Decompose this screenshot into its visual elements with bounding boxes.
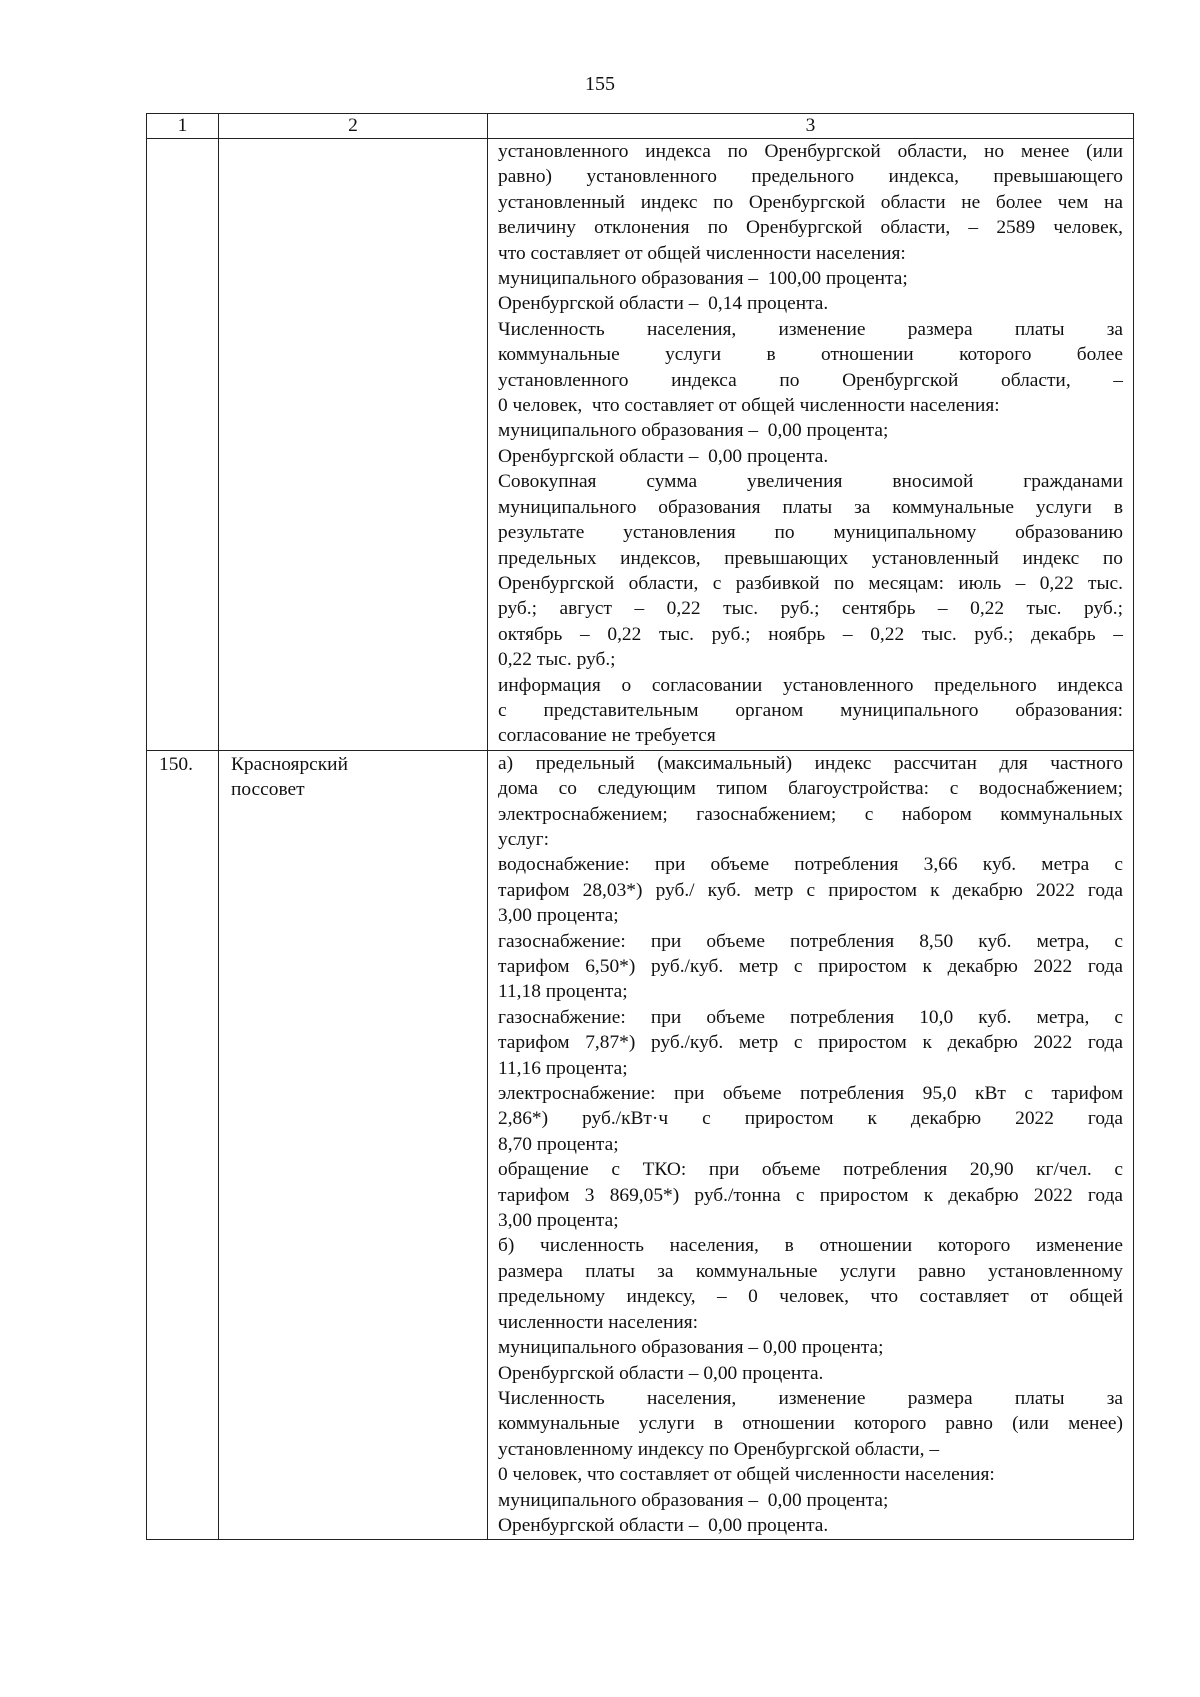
text-line: газоснабжение: при объеме потребления 8,50 куб. метра, с xyxy=(498,930,1123,952)
text-line: с представительным органом муниципального образования: xyxy=(498,699,1123,721)
table-row-150 xyxy=(147,750,1134,1540)
text-line: газоснабжение: при объеме потребления 10,0 куб. метра, с xyxy=(498,1006,1123,1028)
header-col-1: 1 xyxy=(147,114,219,139)
text-line: услуг: xyxy=(498,828,550,850)
text-line: 3,00 процента; xyxy=(498,1210,619,1232)
text-line: 11,18 процента; xyxy=(498,981,628,1003)
text-line: численности населения: xyxy=(498,1311,699,1333)
text-line: Совокупная сумма увеличения вносимой гражданами xyxy=(498,471,1123,493)
municipality-name-line: Красноярский xyxy=(231,753,348,775)
text-line: предельных индексов, превышающих установленный индекс по xyxy=(498,547,1123,569)
text-line: обращение с ТКО: при объеме потребления 20,90 кг/чел. с xyxy=(498,1159,1123,1181)
row-name-cell xyxy=(219,750,488,1540)
data-table xyxy=(146,113,1134,1540)
text-line: 2,86*) руб./кВт·ч с приростом к декабрю 2022 года xyxy=(498,1108,1123,1130)
table-row-continuation xyxy=(147,139,1134,751)
text-line: информация о согласовании установленного предельного индекса xyxy=(498,674,1123,696)
text-line: 11,16 процента; xyxy=(498,1057,628,1079)
text-line: а) предельный (максимальный) индекс рассчитан для частного xyxy=(498,752,1123,774)
row-text-cell xyxy=(488,750,1134,1540)
text-line: 0,22 тыс. руб.; xyxy=(498,649,616,671)
text-line: установленному индексу по Оренбургской области, – xyxy=(498,1438,940,1460)
text-line: б) численность населения, в отношении которого изменение xyxy=(498,1235,1123,1257)
text-line: Численность населения, изменение размера платы за xyxy=(498,1387,1123,1409)
page-number: 155 xyxy=(585,73,615,95)
text-line: размера платы за коммунальные услуги равно установленному xyxy=(498,1260,1123,1282)
text-line: равно) установленного предельного индекса, превышающего xyxy=(498,166,1123,188)
text-line: результате установления по муниципальному образованию xyxy=(498,522,1123,544)
text-line: предельному индексу, – 0 человек, что составляет от общей xyxy=(498,1286,1123,1308)
text-line: 8,70 процента; xyxy=(498,1133,619,1155)
text-line: 0 человек, что составляет от общей численности населения: xyxy=(498,395,1000,417)
text-line: муниципального образования – 0,00 процента; xyxy=(498,1337,884,1359)
header-col-3: 3 xyxy=(488,114,1134,139)
text-line: установленный индекс по Оренбургской области не более чем на xyxy=(498,191,1123,213)
text-line: тарифом 7,87*) руб./куб. метр с приростом к декабрю 2022 года xyxy=(498,1032,1123,1054)
text-line: Оренбургской области – 0,00 процента. xyxy=(498,1362,824,1384)
row-number-cell: 150. xyxy=(147,750,219,1540)
text-line: водоснабжение: при объеме потребления 3,66 куб. метра с xyxy=(498,854,1123,876)
row-number-cell xyxy=(147,139,219,751)
text-line: согласование не требуется xyxy=(498,725,716,747)
text-line: коммунальные услуги в отношении которого более xyxy=(498,344,1123,366)
text-line: что составляет от общей численности населения: xyxy=(498,242,906,264)
text-line: тарифом 28,03*) руб./ куб. метр с приростом к декабрю 2022 года xyxy=(498,879,1123,901)
text-line: Численность населения, изменение размера платы за xyxy=(498,318,1123,340)
text-line: 3,00 процента; xyxy=(498,905,619,927)
text-line: муниципального образования – 0,00 процента; xyxy=(498,420,889,442)
text-line: коммунальные услуги в отношении которого равно (или менее) xyxy=(498,1413,1123,1435)
text-line: электроснабжение: при объеме потребления 95,0 кВт с тарифом xyxy=(498,1083,1123,1105)
text-line: муниципального образования – 0,00 процента; xyxy=(498,1489,889,1511)
text-line: руб.; август – 0,22 тыс. руб.; сентябрь – 0,22 тыс. руб.; xyxy=(498,598,1123,620)
header-col-2: 2 xyxy=(219,114,488,139)
text-line: Оренбургской области – 0,14 процента. xyxy=(498,293,829,315)
text-line: электроснабжением; газоснабжением; с набором коммунальных xyxy=(498,803,1123,825)
text-line: тарифом 6,50*) руб./куб. метр с приростом к декабрю 2022 года xyxy=(498,956,1123,977)
text-line: тарифом 3 869,05*) руб./тонна с приростом к декабрю 2022 года xyxy=(498,1184,1123,1206)
text-line: величину отклонения по Оренбургской области, – 2589 человек, xyxy=(498,217,1123,239)
text-line: дома со следующим типом благоустройства: с водоснабжением; xyxy=(498,778,1123,800)
row-name-cell xyxy=(219,139,488,751)
row-text-cell xyxy=(488,139,1134,751)
text-line: установленного индекса по Оренбургской области, – xyxy=(498,369,1123,391)
text-line: Оренбургской области, с разбивкой по месяцам: июль – 0,22 тыс. xyxy=(498,572,1123,594)
text-line: октябрь – 0,22 тыс. руб.; ноябрь – 0,22 тыс. руб.; декабрь – xyxy=(498,623,1123,645)
municipality-name-line: поссовет xyxy=(231,779,305,801)
text-line: муниципального образования платы за коммунальные услуги в xyxy=(498,496,1123,518)
text-line: Оренбургской области – 0,00 процента. xyxy=(498,445,829,467)
text-line: муниципального образования – 100,00 процента; xyxy=(498,268,908,290)
text-line: Оренбургской области – 0,00 процента. xyxy=(498,1514,829,1536)
table-header-row xyxy=(147,114,1134,139)
text-line: 0 человек, что составляет от общей численности населения: xyxy=(498,1464,995,1486)
text-line: установленного индекса по Оренбургской области, но менее (или xyxy=(498,141,1123,162)
